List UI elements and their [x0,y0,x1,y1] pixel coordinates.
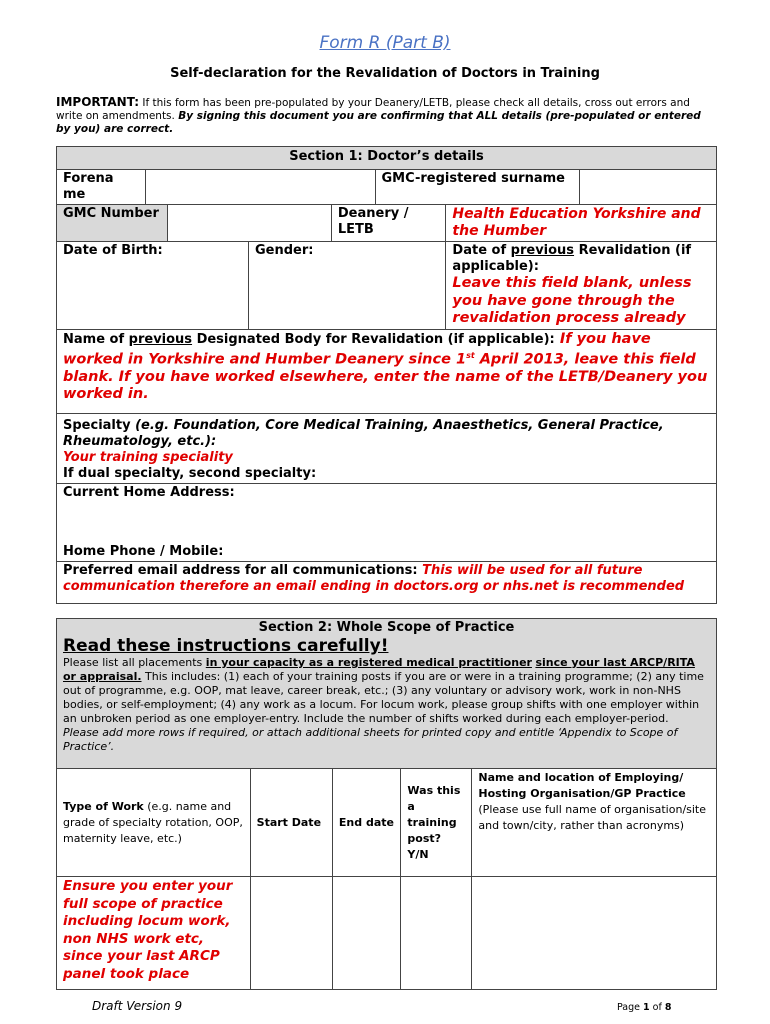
instructions-title: Read these instructions carefully! [63,636,389,656]
row1-start-date[interactable] [250,877,332,990]
section2-instructions [57,619,717,769]
row1-employer[interactable] [472,877,717,990]
prev-revalidation-note: Leave this field blank, unless you have gone through the revalidation process already [452,275,692,326]
col-employer: Name and location of Employing/ Hosting Organisation/GP Practice (Please use full name of organisation/site and town/city, rather than acronyms) [472,769,717,877]
col-training-post: Was this a training post? Y/N [401,769,472,877]
email-cell[interactable]: Preferred email address for all communications: This will be used for all future communication therefore an email ending in doctors.org or nhs.net is recommended [57,561,717,604]
row1-end-date[interactable] [332,877,401,990]
form-title: Form R (Part B) [319,33,451,53]
dob-label[interactable]: Date of Birth: [57,242,249,330]
surname-label: GMC-registered surname [375,170,579,205]
address-cell[interactable] [57,483,717,561]
gender-label[interactable]: Gender: [248,242,445,330]
row1-type-of-work[interactable]: Ensure you enter your full scope of practice including locum work, non NHS work etc, since your last ARCP panel took place [57,877,251,990]
address-label: Current Home Address: [63,484,235,500]
specialty-cell[interactable]: Specialty (e.g. Foundation, Core Medical Training, Anaesthetics, General Practice, Rheumatology, etc.): Your training speciality If dual specialty, second specialty: [57,413,717,483]
section1-heading: Section 1: Doctor’s details [57,147,717,170]
forename-label: Forena me [57,170,146,205]
footer-page-number: Page 1 of 8 [617,1002,672,1013]
col-end-date: End date [332,769,401,877]
col-start-date: Start Date [250,769,332,877]
deanery-label: Deanery / LETB [331,205,446,242]
footer-version: Draft Version 9 [92,999,183,1013]
section2-table [56,618,717,990]
col-type-of-work: Type of Work (e.g. name and grade of specialty rotation, OOP, maternity leave, etc.) [57,769,251,877]
instructions-text: Please list all placements in your capacity as a registered medical practitioner since your last ARCP/RITA or appraisal. This includes: (1) each of your training posts if you are or were in a training programme; (2) any time out of programme, e.g. OOP, mat leave, career break, etc.; (3) any voluntary or advisory work, work in non-NHS bodies, or self-employment; (4) any work as a locum. For locum work, please group shifts with one employer within an unbroken period as one employer-entry. Include the number of shifts worked during each employer-period. Please add more rows if required, or attach additional sheets for printed copy and entitle ‘Appendix to Scope of Practice’. [63,656,704,753]
gmc-number-field[interactable] [168,205,332,242]
prev-revalidation-cell[interactable]: Date of previous Revalidation (if applicable): Leave this field blank, unless you have gone through the revalidation process already [446,242,717,330]
deanery-value[interactable]: Health Education Yorkshire and the Humber [446,205,717,242]
specialty-value: Your training speciality [63,449,233,465]
section1-table [56,146,717,604]
dual-specialty-label: If dual specialty, second specialty: [63,465,317,481]
forename-field[interactable] [146,170,375,205]
phone-label: Home Phone / Mobile: [63,543,224,559]
form-subtitle: Self-declaration for the Revalidation of Doctors in Training [170,66,600,81]
important-notice: IMPORTANT: If this form has been pre-populated by your Deanery/LETB, please check all details, cross out errors and write on amendments. By signing this document you are confirming that ALL details (pre-populated or entered by you) are correct. [56,95,701,135]
surname-field[interactable] [579,170,717,205]
row1-training-post[interactable] [401,877,472,990]
prev-designated-body-cell[interactable]: Name of previous Designated Body for Revalidation (if applicable): If you have worked in Yorkshire and Humber Deanery since 1st April 2013, leave this field blank. If you have worked elsewhere, enter the name of the LETB/Deanery you worked in. [57,329,717,413]
section2-heading: Section 2: Whole Scope of Practice [258,620,515,635]
gmc-number-label: GMC Number [57,205,168,242]
